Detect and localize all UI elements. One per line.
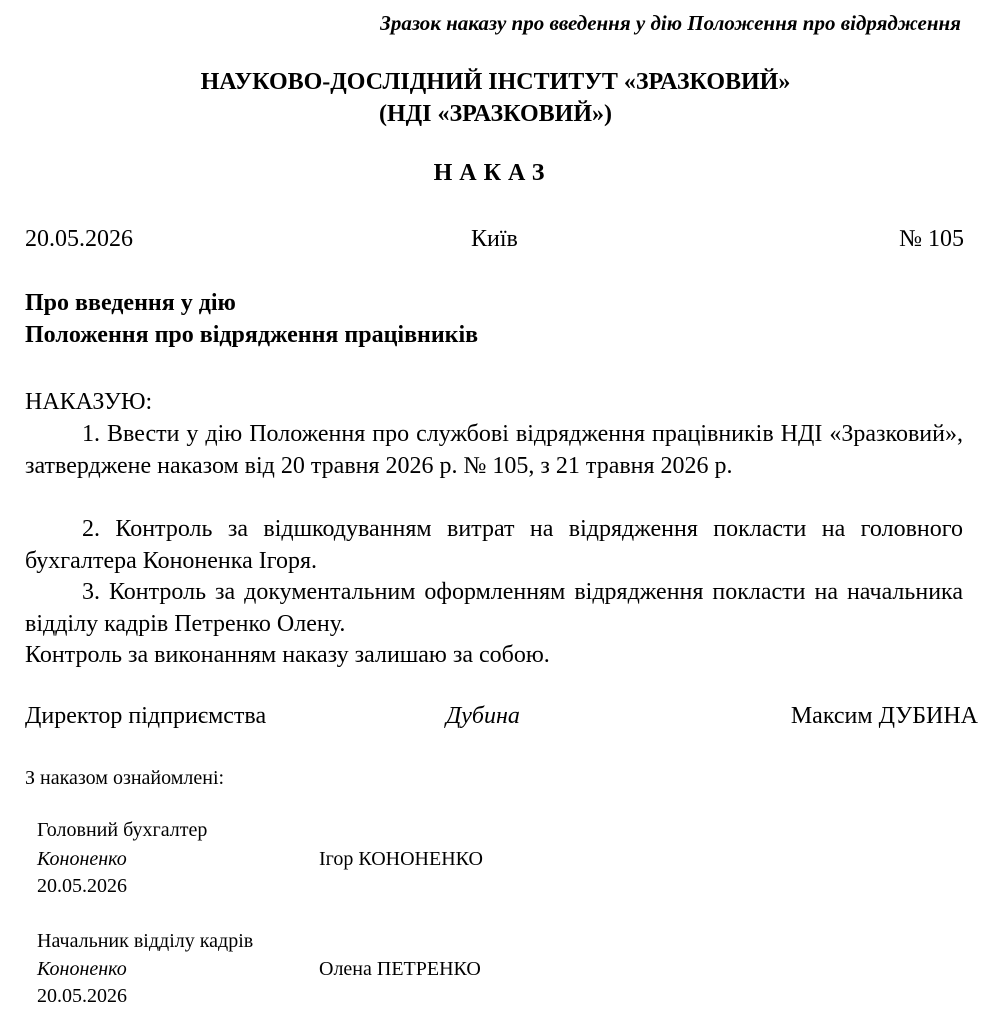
subject-line-1: Про введення у дію xyxy=(25,290,236,316)
ack-person-1-date: 20.05.2026 xyxy=(37,875,127,897)
ack-person-2-position: Начальник відділу кадрів xyxy=(37,930,254,952)
ack-person-1-signature: Кононенко xyxy=(37,848,127,870)
document-type-title: НАКАЗ xyxy=(433,160,552,186)
document-place: Київ xyxy=(471,226,518,252)
final-control-line: Контроль за виконанням наказу залишаю за собою. xyxy=(25,642,550,668)
subject-line-2: Положення про відрядження працівників xyxy=(25,322,479,348)
ack-person-1-position: Головний бухгалтер xyxy=(37,819,208,841)
organization-full-name: НАУКОВО-ДОСЛІДНИЙ ІНСТИТУТ «ЗРАЗКОВИЙ» xyxy=(200,69,791,95)
order-item-3: 3. Контроль за документальним оформленням відрядження покласти на начальника відділу кадрів Петренко Олену. xyxy=(25,579,963,637)
order-word: НАКАЗУЮ: xyxy=(25,389,153,415)
header-note: Зразок наказу про введення у дію Положення про відрядження xyxy=(380,11,961,35)
acknowledgement-heading: З наказом ознайомлені: xyxy=(25,767,225,789)
ack-person-2-name: Олена ПЕТРЕНКО xyxy=(319,958,481,980)
ack-person-2-signature: Кононенко xyxy=(37,958,127,980)
order-item-2: 2. Контроль за відшкодуванням витрат на відрядження покласти на головного бухгалтера Кононенка Ігоря. xyxy=(25,516,963,574)
director-name: Максим ДУБИНА xyxy=(790,703,978,729)
director-position: Директор підприємства xyxy=(25,703,267,729)
director-signature: Дубина xyxy=(446,703,520,729)
document-date: 20.05.2026 xyxy=(25,226,133,252)
ack-person-2-date: 20.05.2026 xyxy=(37,985,127,1007)
order-item-1: 1. Ввести у дію Положення про службові відрядження працівників НДІ «Зразковий», затверджене наказом від 20 травня 2026 р. № 105, з 21 травня 2026 р. xyxy=(25,421,963,479)
document-number: № 105 xyxy=(899,226,964,252)
ack-person-1-name: Ігор КОНОНЕНКО xyxy=(319,848,483,870)
organization-short-name: (НДІ «ЗРАЗКОВИЙ») xyxy=(379,101,612,127)
